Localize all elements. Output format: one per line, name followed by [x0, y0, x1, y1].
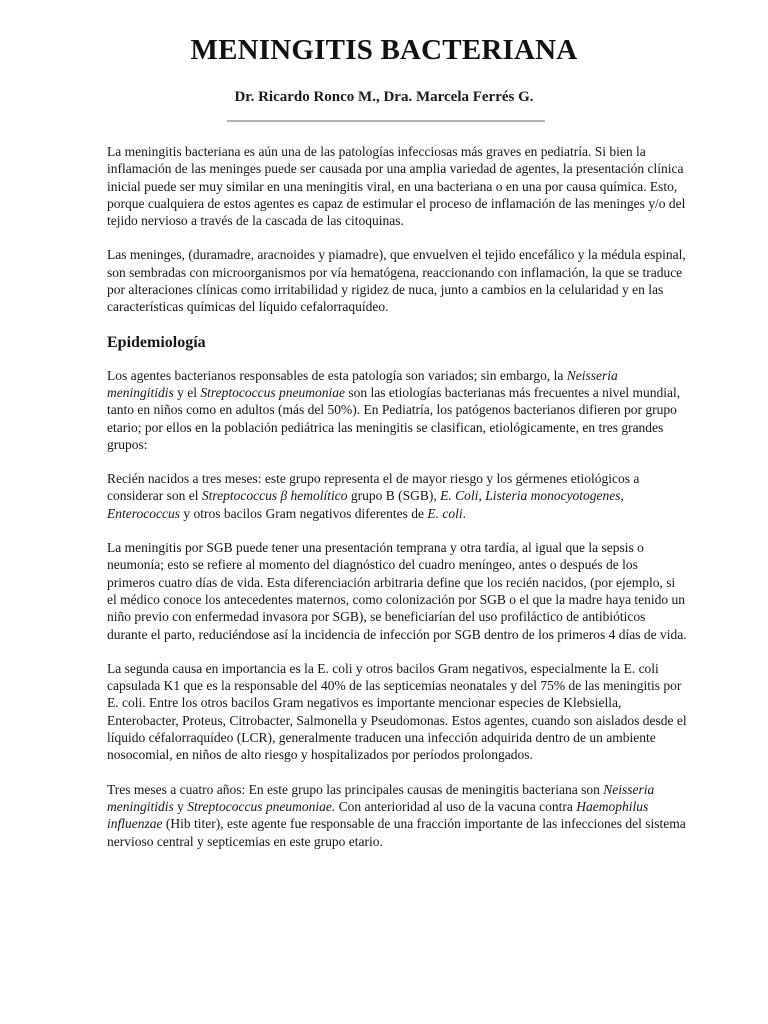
text-run: y: [173, 798, 188, 814]
species-name: Haemophilus influenzae: [107, 798, 649, 832]
species-name: Streptococcus pneumoniae: [200, 384, 345, 400]
intro-paragraph-2: Las meninges, (duramadre, aracnoides y piamadre), que envuelven el tejido encefálico y la médula espinal, son sembradas con microorganismos por vía hematógena, reaccionando con inflamación, la que se traduce por alteraciones clínicas como irritabilidad y rigidez de nuca, junto a cambios en la celularidad y en las características químicas del líquido cefalorraquídeo.: [107, 247, 686, 315]
text-run: Tres meses a cuatro años: En este grupo las principales causas de meningitis bacteriana son: [107, 781, 604, 797]
section-heading-epidemiologia: Epidemiología: [107, 333, 206, 351]
epidemiology-paragraph-2: [107, 470, 687, 522]
text-run: y otros bacilos Gram negativos diferentes de: [179, 505, 428, 521]
species-name: Neisseria meningitidis: [107, 367, 618, 400]
epidemiology-paragraph-4: La segunda causa en importancia es la E. coli y otros bacilos Gram negativos, especialmente la E. coli capsulada K1 que es la responsable del 40% de las septicemias neonatales y del 75% de las meningitis por E. coli. Entre los otros bacilos Gram negativos es importante mencionar especies de Klebsiella, Enterobacter, Proteus, Citrobacter, Salmonella y Pseudomonas. Estos agentes, cuando son aislados desde el líquido céfalorraquídeo (LCR), generalmente traducen una infección adquirida dentro de un ambiente nosocomial, en niños de alto riesgo y hospitalizados por períodos prolongados.: [107, 660, 687, 763]
text-run: y el: [173, 384, 201, 400]
species-name: Listeria monocyotogenes: [485, 488, 621, 504]
text-run: grupo B (SGB),: [347, 488, 441, 504]
text-run: (Hib titer), este agente fue responsable de una fracción importante de las infecciones del sistema nervioso central y septicemias en este grupo etario.: [107, 816, 686, 849]
epidemiology-paragraph-5: [107, 781, 687, 850]
intro-paragraph-1: La meningitis bacteriana es aún una de las patologías infecciosas más graves en pediatría. Si bien la inflamación de las meninges puede ser causada por una amplia variedad de agentes, la presentación clínica inicial puede ser muy similar en una meningitis viral, en una bacteriana o en una por causa química. Esto, porque cualquiera de estos agentes es capaz de estimular el proceso de inflamación de las meninges y/o del tejido nervioso a través de la cascada de las citoquinas.: [107, 144, 686, 229]
text-run: Con anterioridad al uso de la vacuna contra: [335, 798, 577, 814]
text-run: ,: [620, 488, 624, 504]
species-name: E. Coli: [440, 488, 479, 504]
text-run: ,: [478, 488, 486, 504]
species-name: Streptococcus pneumoniae.: [187, 798, 336, 814]
species-name: Enterococcus: [107, 505, 180, 521]
text-run: Los agentes bacterianos responsables de esta patología son variados; sin embargo, la: [107, 367, 567, 383]
species-name: Neisseria meningitidis: [107, 781, 655, 814]
text-run: .: [462, 505, 467, 521]
document-title: MENINGITIS BACTERIANA: [190, 34, 578, 66]
document-body: [107, 143, 687, 867]
title-divider: [227, 120, 545, 122]
document-authors: Dr. Ricardo Ronco M., Dra. Marcela Ferrés G.: [234, 89, 534, 105]
species-name: Streptococcus β hemolítico: [201, 488, 348, 504]
text-run: Recién nacidos a tres meses: este grupo representa el de mayor riesgo y los gérmenes etiológicos a considerar son el: [107, 471, 640, 504]
epidemiology-paragraph-1: [107, 367, 687, 453]
text-run: son las etiologías bacterianas más frecuentes a nivel mundial, tanto en niños como en adultos (más del 50%). En Pediatría, los patógenos bacterianos difieren por grupo etario; por ellos en la población pediátrica las meningitis se clasifican, etiológicamente, en tres grandes grupos:: [107, 384, 681, 452]
epidemiology-paragraph-3: La meningitis por SGB puede tener una presentación temprana y otra tardía, al igual que la sepsis o neumonía; esto se refiere al momento del diagnóstico del cuadro meníngeo, antes o después de los primeros cuatro días de vida. Esta diferenciación arbitraria define que los recién nacidos, (por ejemplo, si el médico conoce los antecedentes maternos, como colonización por SGB o el que la madre haya tenido un niño previo con enfermedad invasora por SGB), se beneficiarían del uso profiláctico de antibióticos durante el parto, reduciéndose así la incidencia de infección por SGB dentro de los primeros 4 días de vida.: [107, 540, 687, 642]
species-name: E. coli: [427, 505, 463, 521]
